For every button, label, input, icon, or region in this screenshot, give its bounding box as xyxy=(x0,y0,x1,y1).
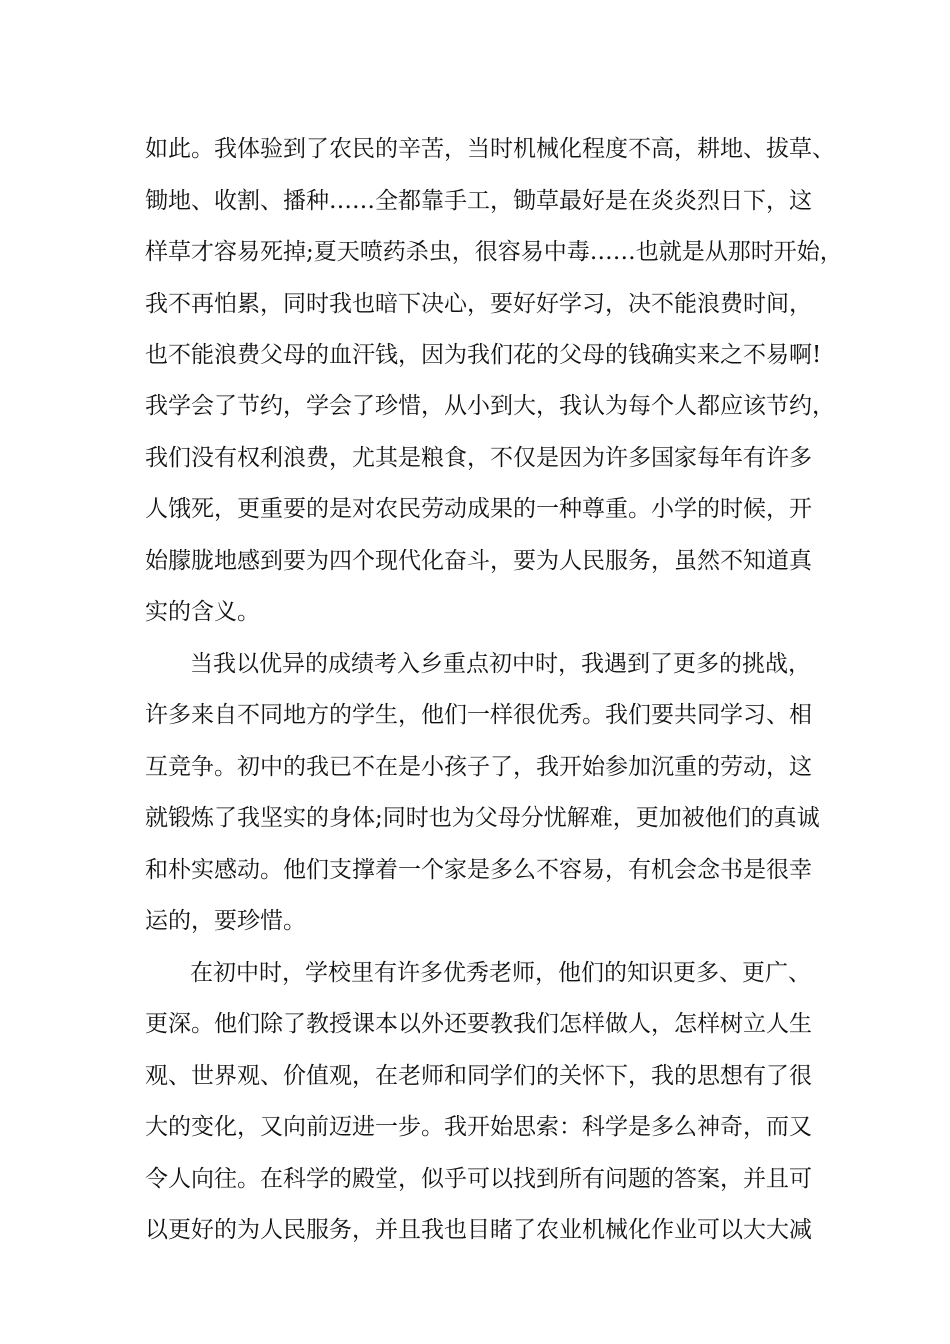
text-line: 实的含义。 xyxy=(145,599,260,625)
text-line: 大的变化，又向前迈进一步。我开始思索：科学是多么神奇，而又 xyxy=(145,1114,812,1140)
text-line: 观、世界观、价值观，在老师和同学们的关怀下，我的思想有了很 xyxy=(145,1063,812,1089)
text-line: 始朦胧地感到要为四个现代化奋斗，要为人民服务，虽然不知道真 xyxy=(145,548,812,574)
text-line: 如此。我体验到了农民的辛苦，当时机械化程度不高，耕地、拔草、 xyxy=(145,136,835,162)
text-line: 我学会了节约，学会了珍惜，从小到大，我认为每个人都应该节约， xyxy=(145,393,835,419)
text-line: 运的，要珍惜。 xyxy=(145,908,306,934)
text-line: 就锻炼了我坚实的身体;同时也为父母分忧解难，更加被他们的真诚 xyxy=(145,805,820,831)
text-line: 以更好的为人民服务，并且我也目睹了农业机械化作业可以大大减 xyxy=(145,1217,812,1243)
text-line: 互竞争。初中的我已不在是小孩子了，我开始参加沉重的劳动，这 xyxy=(145,754,812,780)
text-line: 也不能浪费父母的血汗钱，因为我们花的父母的钱确实来之不易啊! xyxy=(145,342,822,368)
text-line: 和朴实感动。他们支撑着一个家是多么不容易，有机会念书是很幸 xyxy=(145,857,812,883)
paragraph-first-line: 当我以优异的成绩考入乡重点初中时，我遇到了更多的挑战， xyxy=(190,651,811,677)
text-line: 令人向往。在科学的殿堂，似乎可以找到所有问题的答案，并且可 xyxy=(145,1166,812,1192)
text-line: 许多来自不同地方的学生，他们一样很优秀。我们要共同学习、相 xyxy=(145,702,812,728)
text-line: 我不再怕累，同时我也暗下决心，要好好学习，决不能浪费时间， xyxy=(145,291,812,317)
text-line: 人饿死，更重要的是对农民劳动成果的一种尊重。小学的时候，开 xyxy=(145,496,812,522)
text-line: 样草才容易死掉;夏天喷药杀虫，很容易中毒……也就是从那时开始， xyxy=(145,239,843,265)
paragraph-first-line: 在初中时，学校里有许多优秀老师，他们的知识更多、更广、 xyxy=(190,960,811,986)
text-line: 更深。他们除了教授课本以外还要教我们怎样做人，怎样树立人生 xyxy=(145,1011,812,1037)
text-line: 锄地、收割、播种……全都靠手工，锄草最好是在炎炎烈日下，这 xyxy=(145,188,812,214)
text-line: 我们没有权利浪费，尤其是粮食，不仅是因为许多国家每年有许多 xyxy=(145,445,812,471)
